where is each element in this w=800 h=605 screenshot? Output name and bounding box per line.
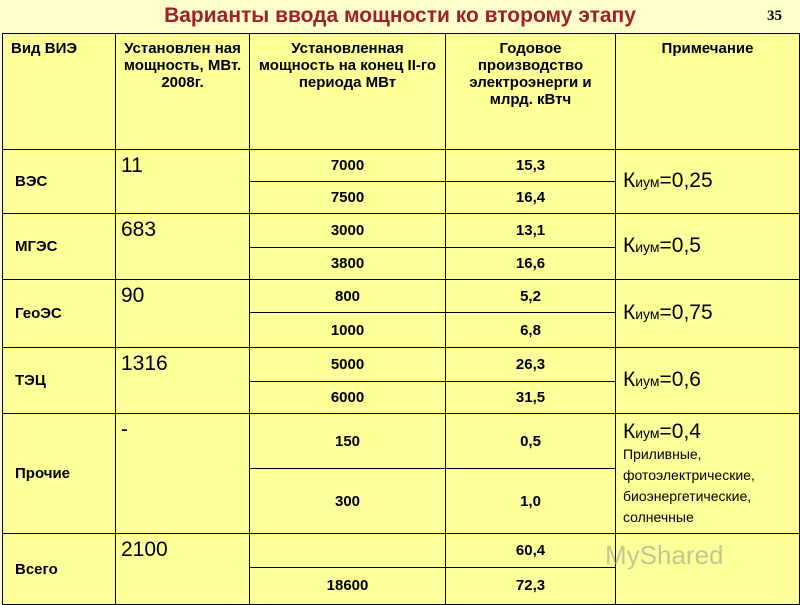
coefficient-value: =0,75 [659, 301, 713, 325]
row-capacity-end: 3800 [250, 247, 446, 279]
header-capacity-end: Установленная мощность на конец II-го периода МВт [250, 34, 446, 150]
row-production: 31,5 [446, 382, 616, 414]
coefficient-k: К [623, 368, 636, 392]
row-capacity-end: 300 [250, 468, 446, 534]
row-production: 72,3 [446, 567, 616, 604]
row-note [616, 150, 800, 214]
coefficient-label [623, 169, 713, 192]
row-production: 6,8 [446, 313, 616, 347]
coefficient-label [623, 368, 701, 391]
row-production: 26,3 [446, 347, 616, 381]
header-type: Вид ВИЭ [3, 34, 116, 150]
row-production: 0,5 [446, 414, 616, 468]
row-capacity-2008: 1316 [116, 347, 250, 414]
table-row [3, 347, 800, 381]
row-capacity-end: 1000 [250, 313, 446, 347]
coefficient-subscript: иум [635, 306, 660, 323]
row-capacity-end: 150 [250, 414, 446, 468]
coefficient-k: К [623, 420, 636, 444]
coefficient-value: =0,5 [659, 234, 701, 258]
coefficient-value: =0,6 [659, 368, 701, 392]
watermark-logo: MyShared [605, 540, 724, 570]
header-capacity-2008: Установлен ная мощность, МВт. 2008г. [116, 34, 250, 150]
coefficient-k: К [623, 169, 636, 193]
slide-number: 35 [767, 8, 782, 24]
row-note [616, 414, 800, 534]
row-capacity-end: 18600 [250, 567, 446, 604]
header-row [3, 34, 800, 150]
coefficient-label [623, 301, 713, 324]
header-production: Годовое производство электроэнерги и млрд. кВтч [446, 34, 616, 150]
header-note: Примечание [616, 34, 800, 150]
coefficient-value: =0,25 [659, 169, 713, 193]
row-capacity-end: 6000 [250, 382, 446, 414]
coefficient-subscript: иум [635, 373, 660, 390]
capacity-table [2, 33, 800, 605]
table-row [3, 213, 800, 247]
table-row [3, 150, 800, 182]
row-capacity-2008: - [116, 414, 250, 534]
row-type-total: Всего [3, 534, 116, 605]
row-capacity-end: 7000 [250, 150, 446, 182]
coefficient-subscript: иум [635, 239, 660, 256]
row-production: 16,4 [446, 182, 616, 213]
row-production: 1,0 [446, 468, 616, 534]
coefficient-k: К [623, 234, 636, 258]
row-capacity-end [250, 534, 446, 567]
row-type-ves: ВЭС [3, 150, 116, 214]
coefficient-label [623, 420, 701, 443]
row-type-mges: МГЭС [3, 213, 116, 280]
row-production: 16,6 [446, 247, 616, 279]
row-production: 15,3 [446, 150, 616, 182]
coefficient-k: К [623, 301, 636, 325]
row-type-tec: ТЭЦ [3, 347, 116, 414]
row-capacity-end: 800 [250, 280, 446, 313]
row-capacity-end: 5000 [250, 347, 446, 381]
slide-title: Варианты ввода мощности ко второму этапу [164, 4, 636, 27]
note-extra-text: Приливные, фотоэлектрические, биоэнергетические, солнечные [623, 446, 755, 526]
row-production: 5,2 [446, 280, 616, 313]
coefficient-value: =0,4 [659, 420, 701, 444]
row-capacity-end: 3000 [250, 213, 446, 247]
coefficient-label [623, 234, 701, 257]
row-note [616, 347, 800, 414]
coefficient-subscript: иум [635, 174, 660, 191]
row-type-other: Прочие [3, 414, 116, 534]
row-capacity-2008: 683 [116, 213, 250, 280]
row-note [616, 280, 800, 348]
row-production: 60,4 [446, 534, 616, 567]
table-row [3, 414, 800, 468]
row-production: 13,1 [446, 213, 616, 247]
row-capacity-2008: 90 [116, 280, 250, 348]
row-capacity-end: 7500 [250, 182, 446, 213]
row-note [616, 213, 800, 280]
row-capacity-2008: 2100 [116, 534, 250, 605]
coefficient-subscript: иум [635, 425, 660, 442]
table-row [3, 280, 800, 313]
row-capacity-2008: 11 [116, 150, 250, 214]
row-type-geoes: ГеоЭС [3, 280, 116, 348]
